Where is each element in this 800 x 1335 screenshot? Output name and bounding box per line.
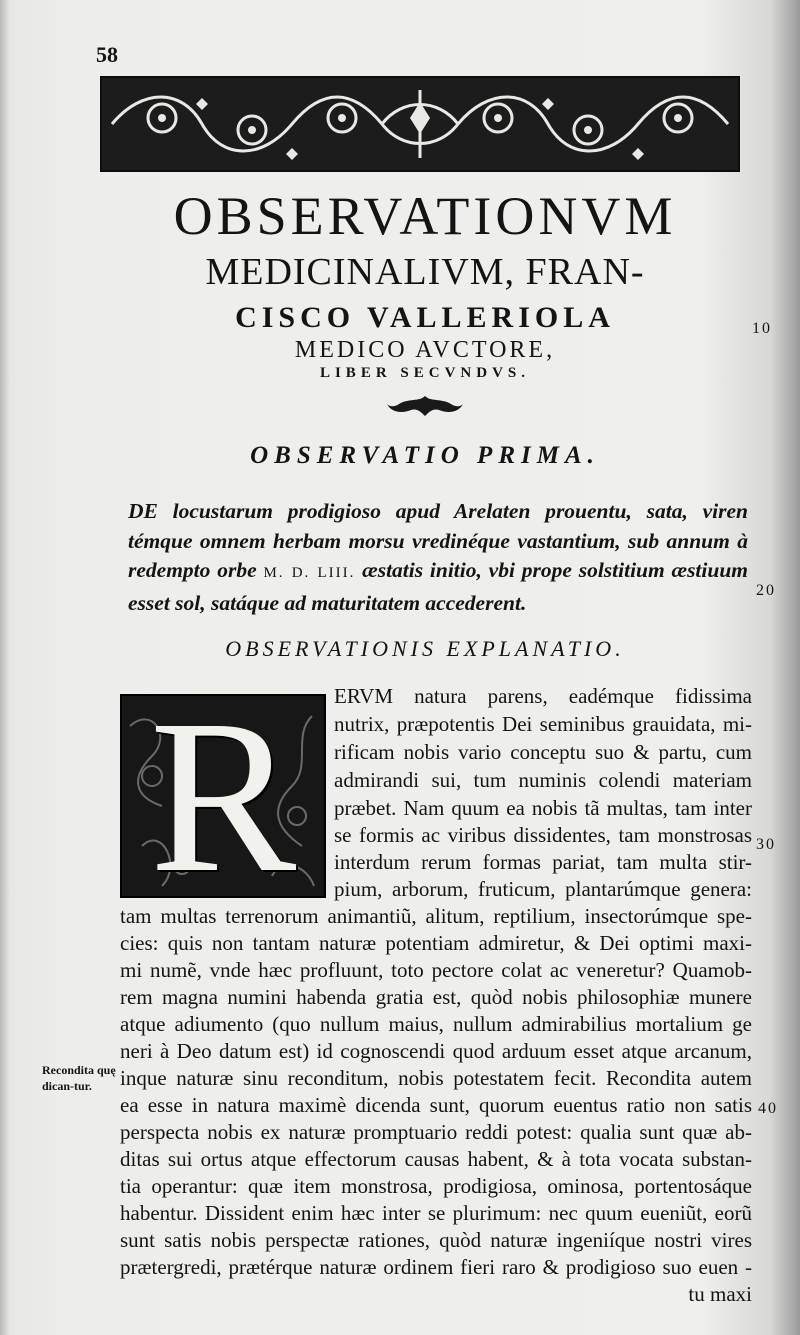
- drop-cap-letter: R: [149, 674, 297, 918]
- text-line: sunt satis nobis perspectæ rationes, quòd naturæ ingeniíque nostri vires: [120, 1228, 752, 1252]
- text-line: tam multas terrenorum animantiũ, alitum, reptilium, insectorúmque spe-: [120, 904, 752, 928]
- text-line: rificam nobis vario conceptu suo & partu, cum: [334, 740, 752, 764]
- title-line-1: OBSERVATIONVM: [173, 186, 677, 246]
- catchword: tu maxi: [688, 1282, 752, 1306]
- text-line: prætergredi, prætérque naturæ ordinem fieri raro & prodigioso suo euen -: [120, 1255, 752, 1279]
- text-line: admirandi sui, tum numinis colendi materiam: [334, 768, 752, 792]
- explanation-heading: OBSERVATIONIS EXPLANATIO.: [225, 636, 625, 661]
- text-line: pium, arborum, fruticum, plantarúmque genera:: [334, 877, 752, 901]
- margin-line-number: 10: [752, 320, 772, 337]
- text-line: habentur. Dissident enim hæc inter se plurimum: nec quum eueniũt, eorũ: [120, 1201, 752, 1225]
- margin-line-number: 40: [758, 1100, 778, 1117]
- title-line-3: CISCO VALLERIOLA: [235, 301, 615, 334]
- text-line: mi numẽ, vnde hæc profluunt, toto pectore colat ac veneretur? Quamob-: [120, 958, 752, 982]
- summary-part-2: æstatis initio, vbi prope solstitium æstiuum esset sol, satáque ad maturitatem accederent.: [128, 558, 749, 615]
- text-line: rem magna numini habenda gratia est, quòd nobis philosophiæ munere: [120, 985, 752, 1009]
- margin-line-number: 20: [756, 582, 776, 599]
- title-line-4: MEDICO AVCTORE,: [294, 337, 556, 363]
- margin-line-number: 30: [756, 836, 776, 853]
- summary-part-1: DE locustarum prodigioso apud Arelaten prouentu, sata, viren témque omnem herbam morsu vredinéque vastantium, sub annum à redempto orbe: [128, 499, 748, 582]
- text-line: atque adiumento (quo nullum maius, nullum admirabilius mortalium ge: [120, 1012, 752, 1036]
- text-line: se formis ac viribus dissidentes, tam monstrosas: [334, 823, 752, 847]
- text-line: cies: quis non tantam naturæ potentiam admiretur, & Dei optimi maxi-: [120, 931, 752, 955]
- fleuron-ornament: [385, 392, 465, 418]
- summary-date: M. D. LIII.: [263, 565, 356, 581]
- text-line: ea esse in natura maximè dicenda sunt, quorum euentus ratio non satis: [120, 1093, 752, 1117]
- text-line: interdum rerum formas pariat, tam multa stir-: [334, 850, 752, 874]
- text-line: ERVM natura parens, eadémque fidissima: [334, 684, 752, 708]
- ornament-headpiece: [100, 76, 740, 172]
- text-line: inque naturæ sinu reconditum, nobis potestatem fecit. Recondita autem: [120, 1066, 752, 1090]
- text-line: neri à Deo datum est) id cognoscendi quod arduum esset atque arcanum,: [120, 1039, 752, 1063]
- observation-heading: OBSERVATIO PRIMA.: [250, 442, 600, 469]
- text-line: tia operantur: quæ item monstrosa, prodigiosa, ominosa, portentosáque: [120, 1174, 752, 1198]
- decorated-initial: [120, 674, 326, 918]
- marginal-note: Recondita quę dican-tur.: [42, 1063, 116, 1093]
- text-line: perspecta nobis ex naturæ promptuario reddi potest: qualia sunt quæ ab-: [120, 1120, 752, 1144]
- text-line: præbet. Nam quum ea nobis tã multas, tam inter: [334, 796, 752, 820]
- text-line: ditas sui ortus atque effectorum causas habent, & à tota vocata substan-: [120, 1147, 752, 1171]
- observation-summary: [128, 497, 748, 618]
- title-line-2: MEDICINALIVM, FRAN-: [205, 251, 645, 293]
- title-line-5: LIBER SECVNDVS.: [319, 365, 531, 381]
- page-number: 58: [96, 42, 118, 67]
- text-line: nutrix, præpotentis Dei seminibus grauidata, mi-: [334, 712, 752, 736]
